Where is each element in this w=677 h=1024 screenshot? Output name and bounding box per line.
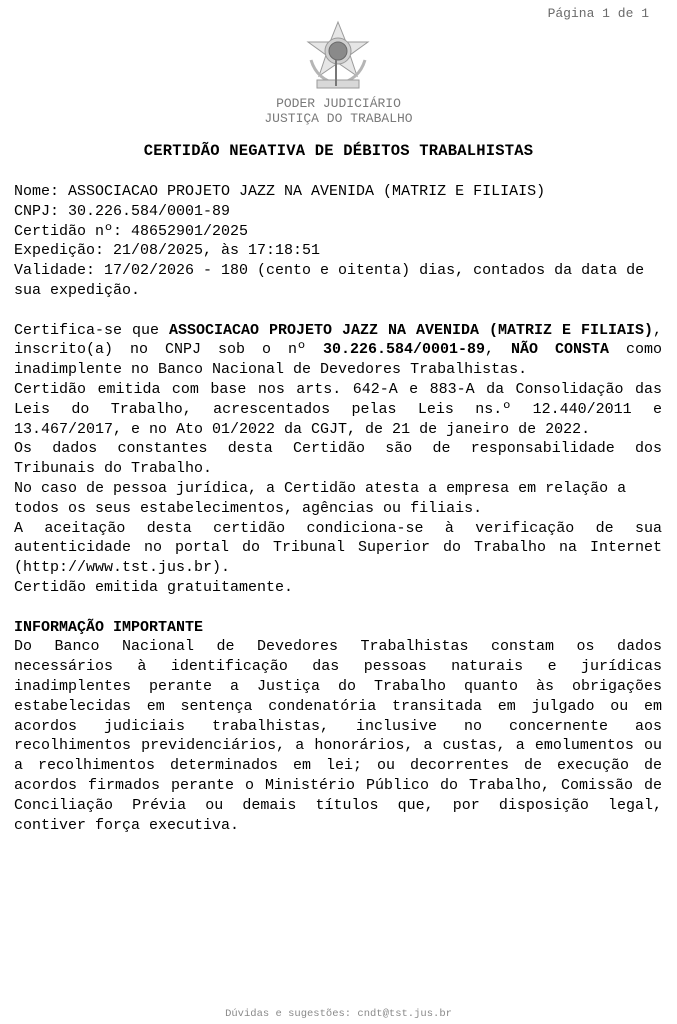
detail-cnpj: CNPJ: 30.226.584/0001-89 bbox=[14, 202, 231, 220]
footer-contact: Dúvidas e sugestões: cndt@tst.jus.br bbox=[225, 1008, 452, 1020]
detail-nome: Nome: ASSOCIACAO PROJETO JAZZ NA AVENIDA (MATRIZ E FILIAIS) bbox=[14, 183, 546, 200]
info-body: Do Banco Nacional de Devedores Trabalhistas constam os dados necessários à identificação das pessoas naturais e jurídicas inadimplentes perante a Justiça do Trabalho quanto às obrigações estabelecidas em sentença condenatória transitada em julgado ou em acordos judiciais trabalhistas, inclusive no concernente aos recolhimentos previdenciários, a honorários, a custas, a emolumentos ou a recolhimentos determinados em lei; ou decorrentes de execução de acordos firmados perante o Ministério Público do Trabalho, Comissão de Conciliação Prévia ou demais títulos que, por disposição legal, contiver força executiva. bbox=[14, 638, 662, 834]
free-issue-paragraph: Certidão emitida gratuitamente. bbox=[14, 578, 294, 596]
coat-of-arms-icon bbox=[303, 20, 373, 92]
legal-entity-paragraph: No caso de pessoa jurídica, a Certidão atesta a empresa em relação a todos os seus estabelecimentos, agências ou filiais. bbox=[14, 479, 627, 517]
page-number: Página 1 de 1 bbox=[547, 6, 649, 21]
responsibility-paragraph: Os dados constantes desta Certidão são de responsabilidade dos Tribunais do Trabalho. bbox=[14, 440, 662, 478]
document-body bbox=[14, 182, 662, 835]
certify-paragraph: Certifica-se que ASSOCIACAO PROJETO JAZZ NA AVENIDA (MATRIZ E FILIAIS), inscrito(a) no CNPJ sob o nº 30.226.584/0001-89, NÃO CONSTA como inadimplente no Banco Nacional de Devedores Trabalhistas. bbox=[14, 321, 663, 379]
authenticity-paragraph: A aceitação desta certidão condiciona-se à verificação de sua autenticidade no portal do Tribunal Superior do Trabalho na Internet (http://www.tst.jus.br). bbox=[14, 519, 662, 577]
detail-validade: Validade: 17/02/2026 - 180 (cento e oitenta) dias, contados da data de sua expedição. bbox=[14, 262, 645, 299]
detail-expedicao: Expedição: 21/08/2025, às 17:18:51 bbox=[14, 242, 321, 260]
company-cnpj: 30.226.584/0001-89 bbox=[322, 341, 485, 359]
legal-basis-paragraph: Certidão emitida com base nos arts. 642-A e 883-A da Consolidação das Leis do Trabalho, acrescentados pelas Leis ns.º 12.440/2011 e 13.467/2017, e no Ato 01/2022 da CGJT, de 21 de janeiro de 2022. bbox=[14, 380, 662, 438]
company-name: ASSOCIACAO PROJETO JAZZ NA AVENIDA (MATRIZ E FILIAIS) bbox=[169, 321, 653, 339]
header-line-2: JUSTIÇA DO TRABALHO bbox=[264, 111, 413, 126]
detail-certidao: Certidão nº: 48652901/2025 bbox=[14, 222, 249, 240]
header-line-1: PODER JUDICIÁRIO bbox=[276, 96, 401, 111]
document-title: CERTIDÃO NEGATIVA DE DÉBITOS TRABALHISTAS bbox=[143, 142, 534, 160]
court-header bbox=[0, 96, 677, 126]
info-heading: INFORMAÇÃO IMPORTANTE bbox=[14, 618, 204, 636]
debt-status: NÃO CONSTA bbox=[511, 341, 610, 359]
